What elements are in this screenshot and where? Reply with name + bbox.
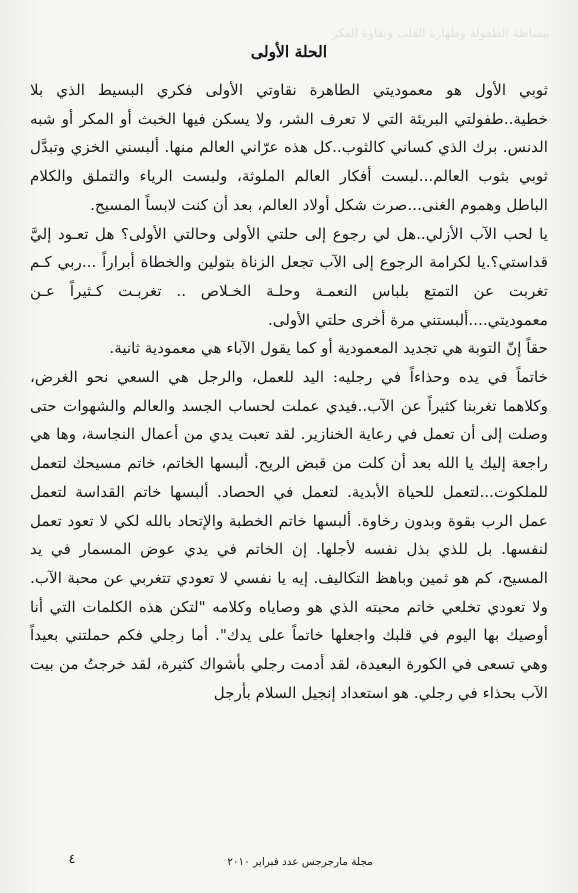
paragraph-1: ثوبي الأول هو معموديتي الطاهرة نقاوتي الأولى فكري البسيط الذي بلا خطية..طفولتي البريئة التي لا تعرف الشر، ولا يسكن فيها الخبث أو المكر أو شبه الدنس. برك الذي كساني كالثوب..كل هذه عرّاني العالم منها. ألبسني الخزي وتبدَّل ثوبي بثوب العالم...لبست أفكار العالم الملوثة، ولبست الرياء والتملق والكلام الباطل وهموم الغنى...صرت شكل أولاد العالم، بعد أن كنت لابساً المسيح.	[30, 81, 548, 214]
paragraph-4: خاتماً في يده وحذاءاً في رجليه: اليد للعمل، والرجل هي السعي نحو الغرض، وكلاهما تغربنا كثيراً عن الآب..فيدي عملت لحساب الجسد والعالم والشهوات حتى وصلت إلى أن تعمل في رعاية الخنازير. لقد تعبت يدي من أعمال النجاسة، وها هي راجعة إليك يا الله بعد أن كلت من قبض الريح. ألبسها الخاتم، خاتم مسيحك لتعمل للملكوت...لتعمل للحياة الأبدية. لتعمل في الحصاد. ألبسها خاتم القداسة لتعمل عمل الرب بقوة وبدون رخاوة. ألبسها خاتم الخطبة والإتحاد بالله لكي لا تعود تعمل لنفسها. بل للذي بذل نفسه لأجلها. إن الخاتم في يدي عوض المسمار في يد المسيح، كم هو ثمين وباهظ التكاليف. إيه يا نفسي لا تعودي تتغربي عن محبة الآب. ولا تعودي تخلعي خاتم محبته الذي هو وصاياه وكلامه "لتكن هذه الكلمات التي أنا أوصيك بها اليوم في قلبك واجعلها خاتماً على يدك". أما رجلي فكم حملتني بعيداً وهي تسعى في الكورة البعيدة، لقد أدمت رجلي بأشواك كثيرة، لقد خرجتُ من بيت الآب بحذاء في رجلي. هو استعداد إنجيل السلام بأرجل	[30, 368, 548, 702]
paragraph-3: حقاً إنّ التوبة هي تجديد المعمودية أو كما يقول الآباء هي معمودية ثانية.	[109, 339, 548, 358]
page-title: الحلة الأولى	[250, 42, 328, 61]
footer-publication: مجلة مارجرجس عدد فبراير ٢٠١٠	[227, 856, 373, 868]
page-number: ٤	[68, 852, 76, 867]
paragraph-2: يا لحب الآب الأزلي..هل لي رجوع إلى حلتي الأولى وحالتي الأولى؟ هل تعـود إليَّ قداستي؟.يا لكرامة الرجوع إلى الآب تجعل الزناة بتولين والخطاة أبراراً ...ربي كـم تغربت عن التمتع بلباس النعمـة وحلـة الخـلاص .. تغربـت كـثيراً عـن معموديتي....ألبستني مرة أخرى حلتي الأولى.	[30, 224, 548, 329]
article-body	[30, 76, 548, 707]
bleed-through-text: ببساطة الطفولة وطهارة القلب ونقاوة الفكر	[331, 26, 550, 40]
